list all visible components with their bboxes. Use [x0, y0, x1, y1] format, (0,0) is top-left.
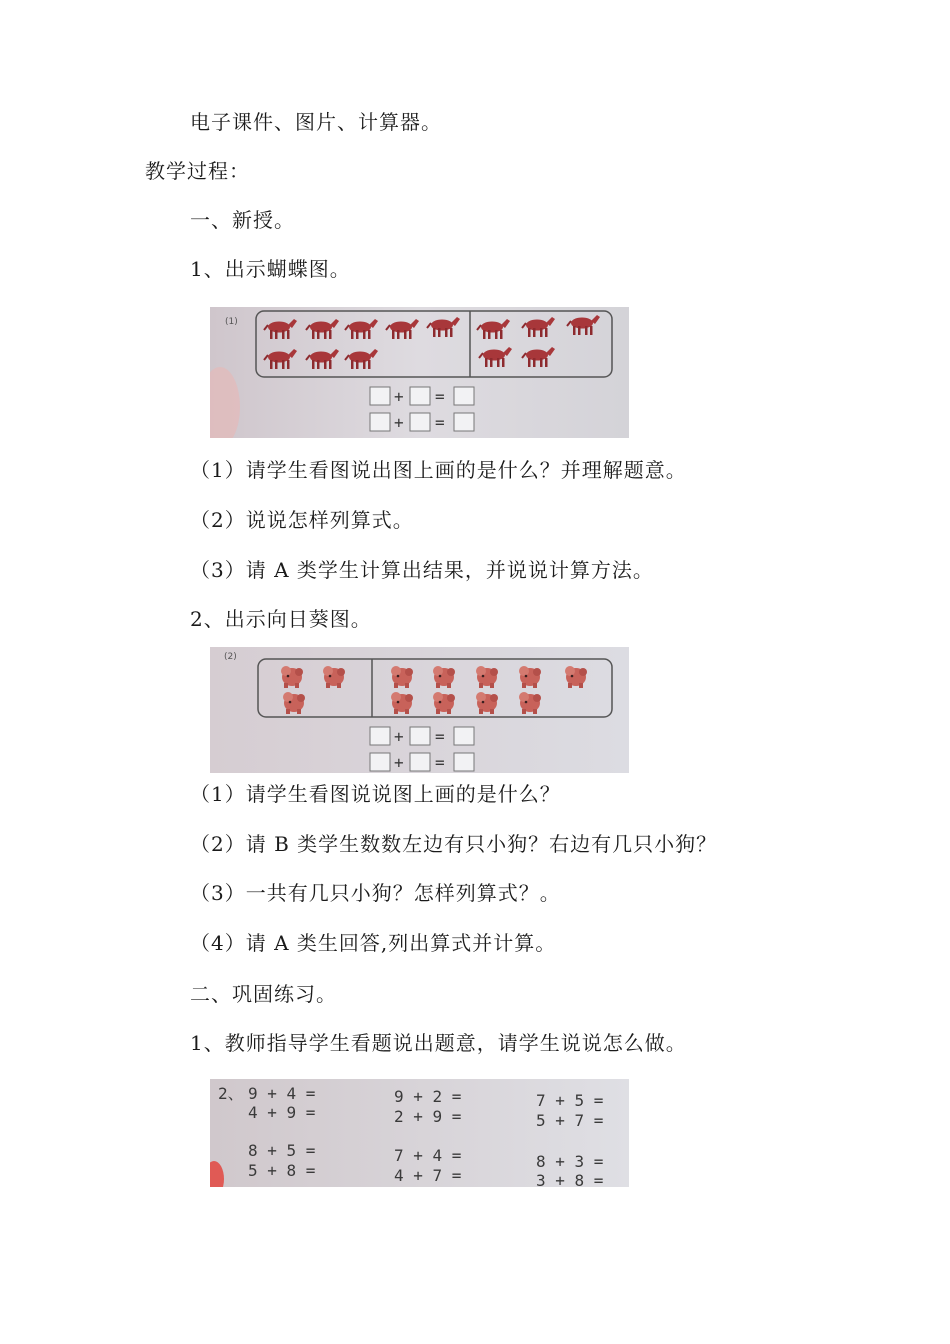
- svg-text:3 + 8 =: 3 + 8 =: [536, 1171, 604, 1187]
- svg-text:8 + 3 =: 8 + 3 =: [536, 1152, 604, 1171]
- svg-text:+: +: [394, 753, 404, 772]
- line-process-heading: 教学过程：: [145, 159, 250, 183]
- figure-horses-photo: [210, 307, 629, 438]
- figure-exercises-photo: [210, 1079, 629, 1187]
- svg-text:=: =: [435, 413, 445, 432]
- svg-text:=: =: [435, 753, 445, 772]
- svg-text:8 + 5 =: 8 + 5 =: [248, 1141, 316, 1160]
- svg-text:(2): (2): [224, 652, 237, 662]
- svg-text:(1): (1): [225, 317, 238, 327]
- line-section-2: 二、巩固练习。: [190, 982, 337, 1006]
- line-q5: （2）请 B 类学生数数左边有只小狗？右边有几只小狗？: [190, 832, 718, 856]
- svg-text:+: +: [394, 727, 404, 746]
- line-q3: （3）请 A 类学生计算出结果，并说说计算方法。: [190, 558, 654, 582]
- line-q6: （3）一共有几只小狗？怎样列算式？。: [190, 881, 561, 905]
- svg-text:2 + 9 =: 2 + 9 =: [394, 1107, 462, 1126]
- svg-text:5 + 8 =: 5 + 8 =: [248, 1161, 316, 1180]
- line-practice-1: 1、教师指导学生看题说出题意，请学生说说怎么做。: [190, 1031, 687, 1055]
- svg-text:+: +: [394, 413, 404, 432]
- figure-dogs-photo: [210, 647, 629, 773]
- line-item-2: 2、出示向日葵图。: [190, 607, 372, 631]
- line-q1: （1）请学生看图说出图上画的是什么？并理解题意。: [190, 458, 687, 482]
- svg-text:5 + 7 =: 5 + 7 =: [536, 1111, 604, 1130]
- svg-text:4 + 7 =: 4 + 7 =: [394, 1166, 462, 1185]
- svg-text:7 + 5 =: 7 + 5 =: [536, 1091, 604, 1110]
- svg-text:7 + 4 =: 7 + 4 =: [394, 1146, 462, 1165]
- line-q2: （2）说说怎样列算式。: [190, 508, 414, 532]
- svg-text:2、: 2、: [218, 1084, 244, 1103]
- svg-text:4 + 9 =: 4 + 9 =: [248, 1103, 316, 1122]
- line-section-1: 一、新授。: [190, 208, 295, 232]
- svg-text:=: =: [435, 387, 445, 406]
- svg-text:9 + 2 =: 9 + 2 =: [394, 1087, 462, 1106]
- svg-text:+: +: [394, 387, 404, 406]
- line-materials: 电子课件、图片、计算器。: [190, 110, 442, 134]
- line-q7: （4）请 A 类生回答,列出算式并计算。: [190, 931, 557, 955]
- line-q4: （1）请学生看图说说图上画的是什么？: [190, 782, 561, 806]
- svg-text:=: =: [435, 727, 445, 746]
- svg-text:9 + 4 =: 9 + 4 =: [248, 1084, 316, 1103]
- line-item-1: 1、出示蝴蝶图。: [190, 257, 351, 281]
